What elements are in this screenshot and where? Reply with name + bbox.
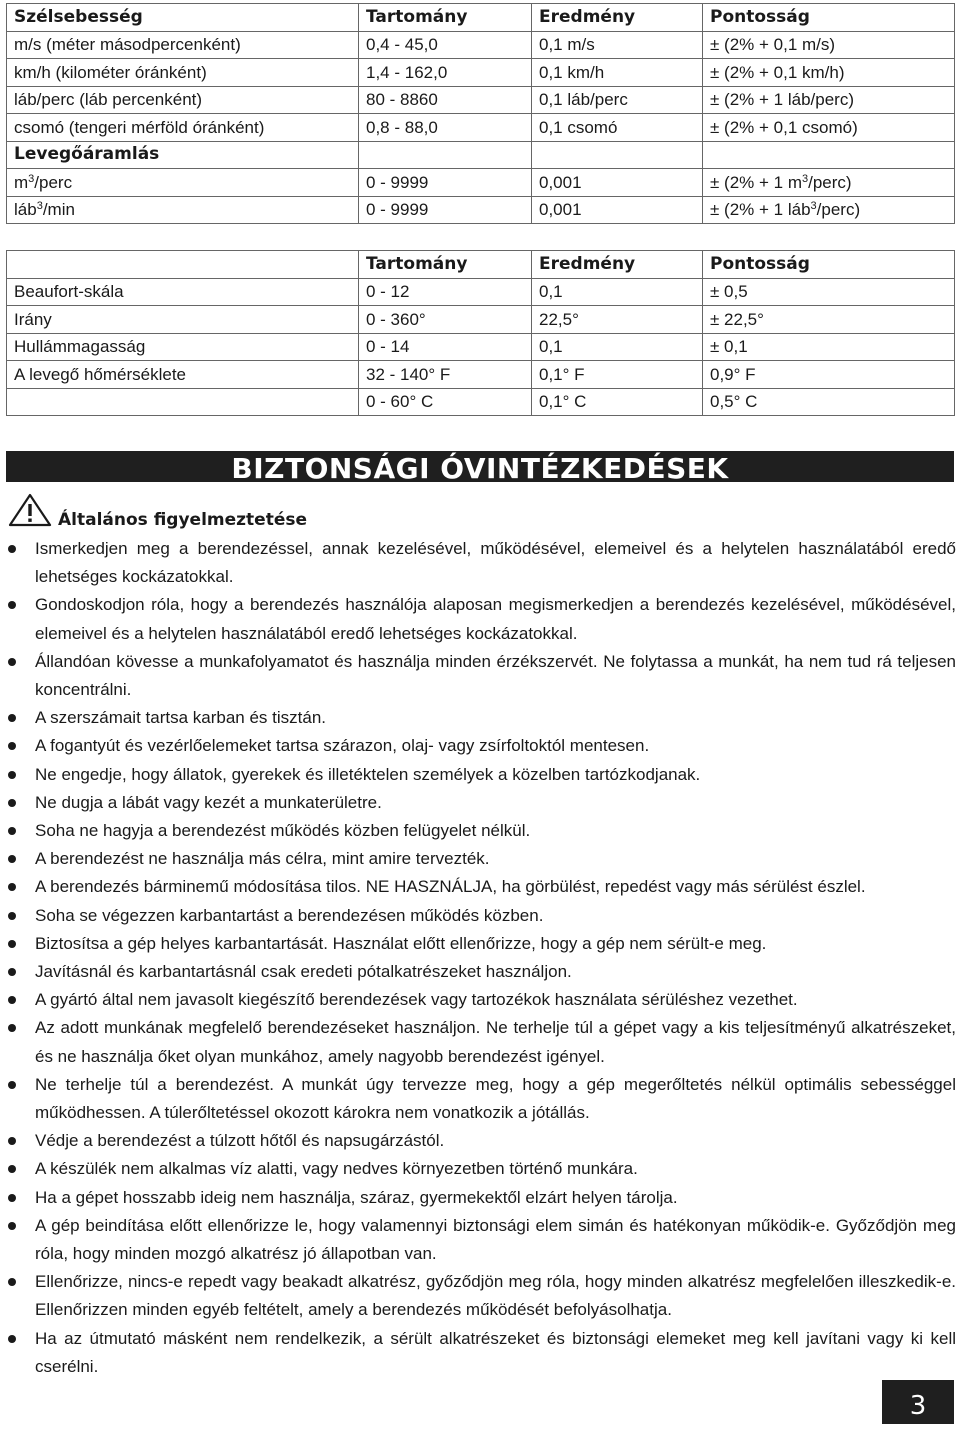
table-cell: 0,1 láb/perc — [532, 86, 703, 114]
list-item: Biztosítsa a gép helyes karbantartását. Használat előtt ellenőrizze, hogy a gép nem sérült-e meg. — [0, 930, 956, 958]
list-item: Javításnál és karbantartásnál csak eredeti pótalkatrészeket használjon. — [0, 958, 956, 986]
accuracy-text: /perc) — [808, 172, 852, 192]
table-cell: 0 - 14 — [359, 333, 532, 361]
table-cell: 0,5° C — [703, 388, 955, 416]
list-item: Ne engedje, hogy állatok, gyerekek és illetéktelen személyek a közelben tartózkodjanak. — [0, 761, 956, 789]
table-header-row — [7, 251, 955, 279]
table-cell: 0,001 — [532, 196, 703, 224]
list-item: A berendezés bárminemű módosítása tilos. NE HASZNÁLJA, ha görbülést, repedést vagy más sérülést észlel. — [0, 873, 956, 901]
header-cell: Szélsebesség — [7, 4, 359, 32]
table-cell: 0,1 csomó — [532, 114, 703, 142]
table-cell: 22,5° — [532, 306, 703, 334]
table-cell: láb/perc (láb percenként) — [7, 86, 359, 114]
table-cell — [7, 169, 359, 197]
safety-list — [0, 535, 956, 1381]
table-cell: 0,8 - 88,0 — [359, 114, 532, 142]
table-header-row — [7, 4, 955, 32]
list-item: A gyártó által nem javasolt kiegészítő berendezések vagy tartozékok használata sérüléshez vezethet. — [0, 986, 956, 1014]
table-cell: Beaufort-skála — [7, 278, 359, 306]
table-cell: A levegő hőmérséklete — [7, 361, 359, 389]
table-cell: Hullámmagasság — [7, 333, 359, 361]
header-cell: Pontosság — [703, 4, 955, 32]
table-cell: m/s (méter másodpercenként) — [7, 31, 359, 59]
list-item: A gép beindítása előtt ellenőrizze le, hogy valamennyi biztonsági elem simán és hatékonyan működik-e. Győződjön meg róla, hogy minden mozgó alkatrész jó állapotban van. — [0, 1212, 956, 1268]
table-row — [7, 86, 955, 114]
superscript: 3 — [810, 200, 817, 213]
list-item: Állandóan kövesse a munkafolyamatot és használja minden érzékszervét. Ne folytassa a munkát, ha nem tud rá teljesen koncentrálni. — [0, 648, 956, 704]
table-cell: 0,1 — [532, 333, 703, 361]
list-item: A készülék nem alkalmas víz alatti, vagy nedves környezetben történő munkára. — [0, 1155, 956, 1183]
table-cell: 0 - 12 — [359, 278, 532, 306]
table-cell: Irány — [7, 306, 359, 334]
table-cell: 0,1 km/h — [532, 59, 703, 87]
warning-triangle-icon — [8, 493, 52, 527]
list-item: Ismerkedjen meg a berendezéssel, annak kezelésével, működésével, elemeivel és a helytelen használatából eredő lehetséges kockázatokkal. — [0, 535, 956, 591]
table-cell: 0 - 9999 — [359, 169, 532, 197]
table-row — [7, 196, 955, 224]
section-header-row — [7, 141, 955, 169]
empty-cell — [359, 141, 532, 169]
table-cell: ± (2% + 1 láb/perc) — [703, 86, 955, 114]
list-item: Ellenőrizze, nincs-e repedt vagy beakadt alkatrész, győződjön meg róla, hogy minden alkatrész megfelelően illeszkedik-e. Ellenőrizzen minden egyéb feltételt, amely a berendezés működését befolyásolhatja. — [0, 1268, 956, 1324]
warning-heading — [8, 493, 508, 529]
table-cell — [703, 169, 955, 197]
header-cell: Tartomány — [359, 251, 532, 279]
header-cell: Eredmény — [532, 251, 703, 279]
accuracy-text: /perc) — [816, 200, 861, 220]
list-item: A berendezést ne használja más célra, mint amire tervezték. — [0, 845, 956, 873]
list-item: Soha ne hagyja a berendezést működés közben felügyelet nélkül. — [0, 817, 956, 845]
list-item: Gondoskodjon róla, hogy a berendezés használója alaposan megismerkedjen a berendezés kezelésével, működésével, elemeivel és a helytelen használatából eredő lehetséges kockázatokkal. — [0, 591, 956, 647]
section-title-airflow: Levegőáramlás — [7, 141, 359, 169]
table-row — [7, 278, 955, 306]
table-cell: 0,4 - 45,0 — [359, 31, 532, 59]
table-cell: ± (2% + 0,1 m/s) — [703, 31, 955, 59]
table-row — [7, 31, 955, 59]
section-banner — [6, 451, 954, 482]
table-cell: ± (2% + 0,1 csomó) — [703, 114, 955, 142]
table-cell: 80 - 8860 — [359, 86, 532, 114]
table-cell: 0,1 m/s — [532, 31, 703, 59]
unit-text: m — [14, 172, 29, 192]
table-cell: km/h (kilométer óránként) — [7, 59, 359, 87]
table-cell: 0,001 — [532, 169, 703, 197]
table-cell: csomó (tengeri mérföld óránként) — [7, 114, 359, 142]
unit-text: /perc — [34, 172, 73, 192]
header-cell: Pontosság — [703, 251, 955, 279]
page-number: 3 — [882, 1380, 954, 1424]
warning-title: Általános figyelmeztetése — [58, 510, 308, 530]
superscript: 3 — [28, 172, 35, 185]
list-item: Az adott munkának megfelelő berendezéseket használjon. Ne terhelje túl a gépet vagy a kis teljesítményű alkatrészeket, és ne használja őket olyan munkához, amely nagyobb berendezést igényel. — [0, 1014, 956, 1070]
table-row — [7, 306, 955, 334]
table-cell: ± 0,1 — [703, 333, 955, 361]
empty-cell — [703, 141, 955, 169]
table-cell — [7, 196, 359, 224]
list-item: Ha a gépet hosszabb ideig nem használja, száraz, gyermekektől elzárt helyen tárolja. — [0, 1184, 956, 1212]
accuracy-text: ± (2% + 1 láb — [710, 200, 811, 220]
table-cell: 0,1° F — [532, 361, 703, 389]
list-item: Ha az útmutató másként nem rendelkezik, a sérült alkatrészeket és biztonsági elemeket meg kell javítani vagy ki kell cserélni. — [0, 1325, 956, 1381]
list-item: Soha se végezzen karbantartást a berendezésen működés közben. — [0, 902, 956, 930]
empty-cell — [532, 141, 703, 169]
table-row — [7, 169, 955, 197]
unit-text: /min — [42, 200, 75, 220]
superscript: 3 — [36, 200, 43, 213]
table-cell — [703, 196, 955, 224]
unit-text: láb — [14, 200, 37, 220]
environment-table — [6, 250, 955, 416]
accuracy-text: ± (2% + 1 m — [710, 172, 802, 192]
table-cell — [7, 388, 359, 416]
table-cell: 0 - 60° C — [359, 388, 532, 416]
table-cell: 0,9° F — [703, 361, 955, 389]
list-item: Ne terhelje túl a berendezést. A munkát úgy tervezze meg, hogy a gép megerőltetés nélkül optimális sebességgel működhessen. A túlerőltetéssel okozott károkra nem vonatkozik a jótállás. — [0, 1071, 956, 1127]
wind-speed-table — [6, 3, 955, 224]
table-row — [7, 388, 955, 416]
banner-title: BIZTONSÁGI ÓVINTÉZKEDÉSEK — [231, 452, 729, 482]
table-cell: 0,1 — [532, 278, 703, 306]
table-cell: 0 - 360° — [359, 306, 532, 334]
table-cell: 0,1° C — [532, 388, 703, 416]
list-item: Védje a berendezést a túlzott hőtől és napsugárzástól. — [0, 1127, 956, 1155]
list-item: Ne dugja a lábát vagy kezét a munkaterületre. — [0, 789, 956, 817]
header-cell: Eredmény — [532, 4, 703, 32]
header-cell — [7, 251, 359, 279]
table-row — [7, 59, 955, 87]
list-item: A szerszámait tartsa karban és tisztán. — [0, 704, 956, 732]
header-cell: Tartomány — [359, 4, 532, 32]
table-cell: 1,4 - 162,0 — [359, 59, 532, 87]
table-row — [7, 361, 955, 389]
table-row — [7, 114, 955, 142]
table-cell: ± 0,5 — [703, 278, 955, 306]
table-cell: 0 - 9999 — [359, 196, 532, 224]
list-item: A fogantyút és vezérlőelemeket tartsa szárazon, olaj- vagy zsírfoltoktól mentesen. — [0, 732, 956, 760]
table-cell: 32 - 140° F — [359, 361, 532, 389]
superscript: 3 — [802, 172, 809, 185]
table-row — [7, 333, 955, 361]
table-cell: ± 22,5° — [703, 306, 955, 334]
table-cell: ± (2% + 0,1 km/h) — [703, 59, 955, 87]
